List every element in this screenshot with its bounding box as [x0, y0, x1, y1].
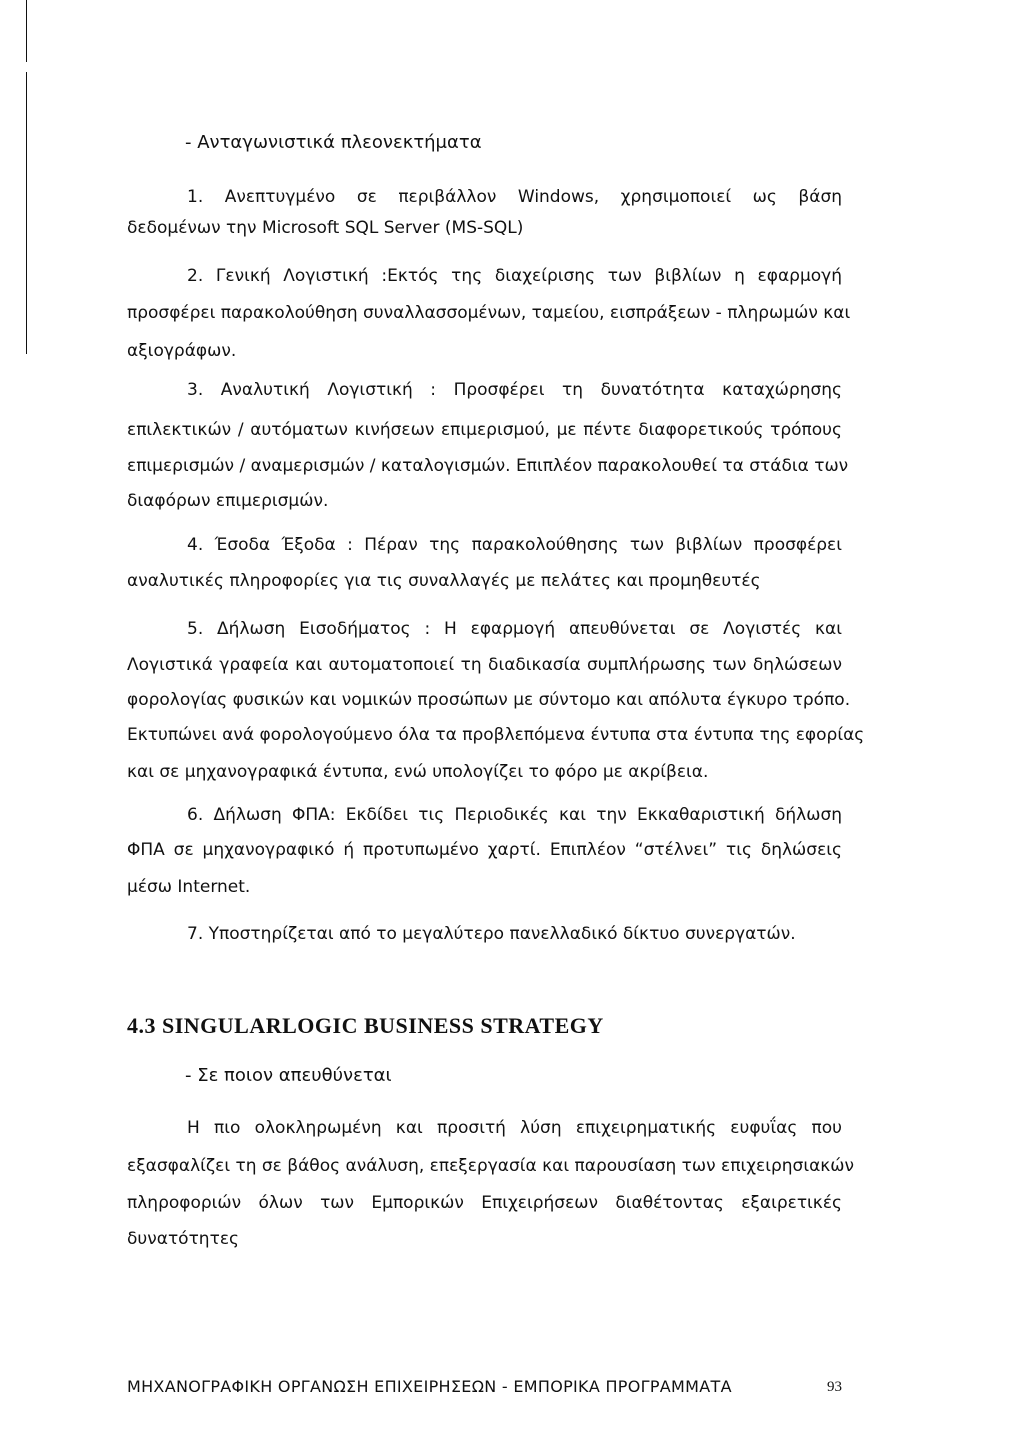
item-1-line-2: δεδομένων την Microsoft SQL Server (MS-SQL)	[127, 218, 524, 238]
page-number: 93	[827, 1379, 842, 1395]
item-7-line-1: 7. Υποστηρίζεται από το μεγαλύτερο πανελλαδικό δίκτυο συνεργατών.	[187, 924, 796, 944]
item-4-line-1: 4. Έσοδα Έξοδα : Πέραν της παρακολούθησης των βιβλίων προσφέρει	[187, 535, 842, 555]
item-5-line-1: 5. Δήλωση Εισοδήματος : Η εφαρμογή απευθύνεται σε Λογιστές και	[187, 619, 842, 639]
footer-title: ΜΗΧΑΝΟΓΡΑΦΙΚΗ ΟΡΓΑΝΩΣΗ ΕΠΙΧΕΙΡΗΣΕΩΝ - ΕΜΠΟΡΙΚΑ ΠΡΟΓΡΑΜΜΑΤΑ	[127, 1377, 732, 1396]
section-title: 4.3 SINGULARLOGIC BUSINESS STRATEGY	[127, 1013, 604, 1038]
item-4-line-2: αναλυτικές πληροφορίες για τις συναλλαγές με πελάτες και προμηθευτές	[127, 571, 761, 591]
item-6-line-2: ΦΠΑ σε μηχανογραφικό ή προτυπωμένο χαρτί. Επιπλέον “στέλνει” τις δηλώσεις	[127, 840, 842, 860]
audience-line-4: δυνατότητες	[127, 1229, 239, 1249]
item-2-line-1: 2. Γενική Λογιστική :Εκτός της διαχείρισης των βιβλίων η εφαρμογή	[187, 266, 842, 286]
item-3-line-4: διαφόρων επιμερισμών.	[127, 491, 329, 511]
item-6-line-1: 6. Δήλωση ΦΠΑ: Εκδίδει τις Περιοδικές και την Εκκαθαριστική δήλωση	[187, 805, 842, 825]
audience-line-1: Η πιο ολοκληρωμένη και προσιτή λύση επιχειρηματικής ευφυΐας που	[187, 1118, 842, 1138]
item-3-line-2: επιλεκτικών / αυτόματων κινήσεων επιμερισμού, με πέντε διαφορετικούς τρόπους	[127, 420, 842, 440]
item-1-line-1: 1. Ανεπτυγμένο σε περιβάλλον Windows, χρησιμοποιεί ως βάση	[187, 187, 842, 207]
margin-rule	[26, 72, 27, 354]
item-5-line-2: Λογιστικά γραφεία και αυτοματοποιεί τη διαδικασία συμπλήρωσης των δηλώσεων	[127, 655, 842, 675]
item-3-line-3: επιμερισμών / αναμερισμών / καταλογισμών. Επιπλέον παρακολουθεί τα στάδια των	[127, 456, 849, 476]
item-5-line-5: και σε μηχανογραφικά έντυπα, ενώ υπολογίζει το φόρο με ακρίβεια.	[127, 762, 709, 782]
item-5-line-4: Εκτυπώνει ανά φορολογούμενο όλα τα προβλεπόμενα έντυπα στα έντυπα της εφορίας	[127, 725, 865, 745]
item-5-line-3: φορολογίας φυσικών και νομικών προσώπων με σύντομο και απόλυτα έγκυρο τρόπο.	[127, 690, 851, 710]
audience-line-2: εξασφαλίζει τη σε βάθος ανάλυση, επεξεργασία και παρουσίαση των επιχειρησιακών	[127, 1156, 855, 1176]
item-6-line-3: μέσω Internet.	[127, 877, 251, 897]
margin-rule	[26, 0, 27, 62]
item-2-line-2: προσφέρει παρακολούθηση συναλλασσομένων, ταμείου, εισπράξεων - πληρωμών και	[127, 303, 851, 323]
item-2-line-3: αξιογράφων.	[127, 341, 237, 361]
heading-audience: - Σε ποιον απευθύνεται	[185, 1065, 392, 1086]
audience-line-3: πληροφοριών όλων των Εμπορικών Επιχειρήσεων διαθέτοντας εξαιρετικές	[127, 1193, 842, 1213]
item-3-line-1: 3. Αναλυτική Λογιστική : Προσφέρει τη δυνατότητα καταχώρησης	[187, 380, 842, 400]
heading-advantages: - Ανταγωνιστικά πλεονεκτήματα	[185, 132, 482, 153]
